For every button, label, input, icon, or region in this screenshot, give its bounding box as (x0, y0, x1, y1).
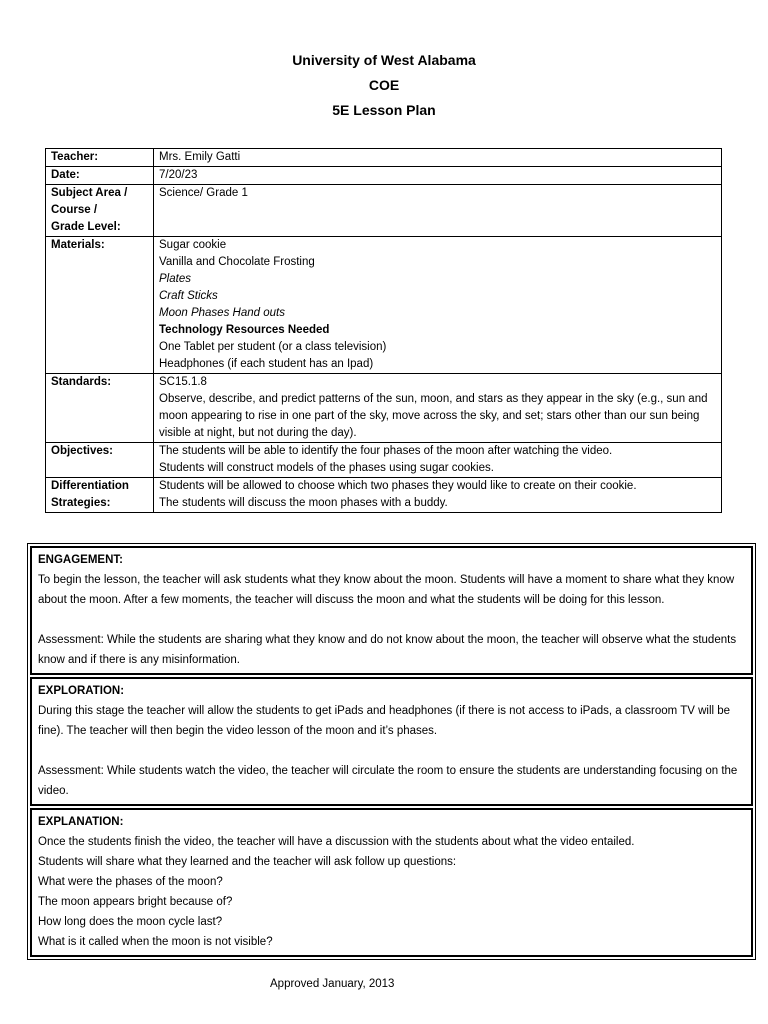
engagement-assessment: Assessment: While the students are sharing what they know and do not know about the moon, the teacher will observe what the students know and if there is any misinformation. (38, 634, 737, 666)
date-row (46, 167, 722, 185)
subject-row (46, 185, 722, 237)
differentiation-row (46, 478, 722, 513)
subject-label: Subject Area / Course / Grade Level: (46, 185, 154, 237)
material-item: Sugar cookie (159, 239, 227, 251)
materials-label: Materials: (46, 237, 154, 374)
explanation-question: How long does the moon cycle last? (38, 916, 223, 928)
objective-item: The students will be able to identify the four phases of the moon after watching the video. (159, 445, 613, 457)
material-item: Plates (159, 273, 191, 285)
engagement-section (30, 546, 753, 675)
objectives-row (46, 443, 722, 478)
engagement-body: To begin the lesson, the teacher will ask students what they know about the moon. Students will have a moment to share what they know about the moon. After a few moments, the teacher will discuss the moon and what the students will be doing for this lesson. (38, 574, 735, 606)
material-item: Headphones (if each student has an Ipad) (159, 358, 374, 370)
approval-footer: Approved January, 2013 (270, 978, 395, 990)
teacher-label: Teacher: (46, 149, 154, 167)
objectives-label: Objectives: (46, 443, 154, 478)
explanation-line: Once the students finish the video, the teacher will have a discussion with the students about what the video entailed. (38, 836, 635, 848)
material-item: Vanilla and Chocolate Frosting (159, 256, 315, 268)
lesson-sections (27, 543, 756, 960)
objectives-value (154, 443, 722, 478)
explanation-title: EXPLANATION: (38, 816, 124, 828)
material-item: Moon Phases Hand outs (159, 307, 285, 319)
exploration-title: EXPLORATION: (38, 685, 125, 697)
college-name: COE (368, 77, 400, 93)
materials-value (154, 237, 722, 374)
explanation-question: What were the phases of the moon? (38, 876, 223, 888)
differentiation-item: The students will discuss the moon phases with a buddy. (159, 497, 448, 509)
standard-text: Observe, describe, and predict patterns of the sun, moon, and stars as they appear in the sky (e.g., sun and moon appearing to rise in one part of the sky, move across the sky, and set; stars other than our sun being visible at night, but not during the day). (159, 393, 708, 439)
exploration-section (30, 677, 753, 806)
explanation-question: What is it called when the moon is not visible? (38, 936, 273, 948)
material-item: Craft Sticks (159, 290, 218, 302)
engagement-title: ENGAGEMENT: (38, 554, 123, 566)
document-title: 5E Lesson Plan (332, 102, 436, 118)
standards-label: Standards: (46, 374, 154, 443)
standards-value (154, 374, 722, 443)
document-header (0, 48, 768, 123)
exploration-assessment: Assessment: While students watch the video, the teacher will circulate the room to ensure the students are understanding focusing on the video. (38, 765, 738, 797)
teacher-row (46, 149, 722, 167)
objective-item: Students will construct models of the phases using sugar cookies. (159, 462, 494, 474)
technology-heading: Technology Resources Needed (159, 324, 330, 336)
explanation-line: Students will share what they learned and the teacher will ask follow up questions: (38, 856, 457, 868)
explanation-section (30, 808, 753, 957)
explanation-question: The moon appears bright because of? (38, 896, 233, 908)
subject-value: Science/ Grade 1 (154, 185, 722, 237)
standard-code: SC15.1.8 (159, 376, 207, 388)
lesson-info-table (45, 148, 722, 513)
standards-row (46, 374, 722, 443)
material-item: One Tablet per student (or a class television) (159, 341, 387, 353)
differentiation-value (154, 478, 722, 513)
teacher-value: Mrs. Emily Gatti (154, 149, 722, 167)
differentiation-item: Students will be allowed to choose which two phases they would like to create on their cookie. (159, 480, 637, 492)
university-name: University of West Alabama (292, 52, 476, 68)
date-value: 7/20/23 (154, 167, 722, 185)
differentiation-label: Differentiation Strategies: (46, 478, 154, 513)
date-label: Date: (46, 167, 154, 185)
materials-row (46, 237, 722, 374)
exploration-body: During this stage the teacher will allow the students to get iPads and headphones (if there is not access to iPads, a classroom TV will be fine). The teacher will then begin the video lesson of the moon and it’s phases. (38, 705, 731, 737)
